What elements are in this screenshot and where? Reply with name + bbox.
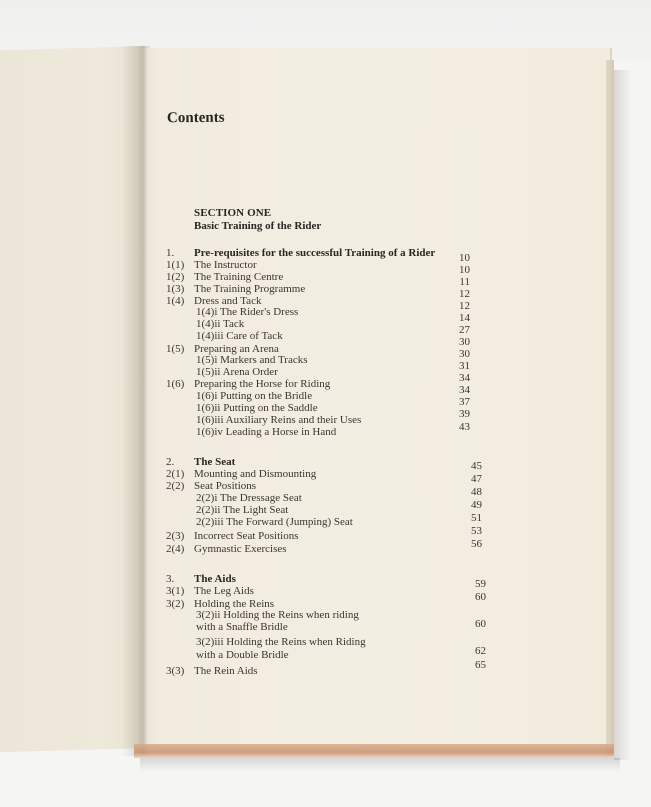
toc-entry-title: The Instructor: [194, 259, 257, 271]
toc-entry-number: 1(4): [166, 295, 185, 307]
toc-entry-number: 1(1): [166, 259, 185, 271]
page-number: 34: [459, 384, 470, 396]
page-number: 60: [475, 618, 486, 630]
page-number: 30: [459, 336, 470, 348]
page-number: 53: [471, 525, 482, 537]
toc-entry-title: with a Snaffle Bridle: [196, 621, 288, 633]
toc-entry-number: 2(1): [166, 468, 185, 480]
page-number: 37: [459, 396, 470, 408]
toc-entry-number: 3(1): [166, 585, 185, 597]
toc-entry-title: 1(4)ii Tack: [196, 318, 245, 330]
toc-entry-number: 2(3): [166, 530, 185, 542]
toc-entry-title: The Training Centre: [194, 271, 284, 283]
page-number: 12: [459, 300, 470, 312]
toc-entry-number: 3(2): [166, 598, 185, 610]
page-number: 10: [459, 264, 470, 276]
toc-entry-title: 1(6)iii Auxiliary Reins and their Uses: [196, 414, 362, 426]
page-number: 14: [459, 312, 470, 324]
toc-entry-title: The Rein Aids: [194, 665, 258, 677]
toc-entry-number: 2(2): [166, 480, 185, 492]
page-number: 11: [459, 276, 470, 288]
toc-entry-number: 1.: [166, 247, 175, 259]
page-title: Contents: [166, 109, 225, 127]
page-number: 65: [475, 659, 486, 671]
section-subheading: Basic Training of the Rider: [194, 220, 322, 232]
toc-entry-title: 1(6)i Putting on the Bridle: [196, 390, 313, 402]
toc-entry-title: Holding the Reins: [194, 598, 275, 610]
toc-entry-title: 1(4)i The Rider's Dress: [196, 306, 299, 318]
page-number: 51: [471, 512, 482, 524]
page-number: 10: [459, 252, 470, 264]
page-number: 34: [459, 372, 470, 384]
page-number: 62: [475, 645, 486, 657]
toc-entry-title: 1(4)iii Care of Tack: [196, 330, 283, 342]
toc-entry-title: The Training Programme: [194, 283, 306, 295]
toc-entry-title: 3(2)iii Holding the Reins when Riding: [196, 636, 366, 648]
toc-entry-title: 1(6)iv Leading a Horse in Hand: [196, 426, 337, 438]
toc-entry-title: Seat Positions: [194, 480, 257, 492]
page-number: 43: [459, 421, 470, 433]
book-shadow-bottom: [140, 758, 620, 772]
toc-entry-title: 1(5)ii Arena Order: [196, 366, 278, 378]
page-number: 27: [459, 324, 470, 336]
toc-entry-title: 2(2)i The Dressage Seat: [196, 492, 302, 504]
toc-entry-title: Dress and Tack: [194, 295, 262, 307]
page-number: 60: [475, 591, 486, 603]
section-heading: SECTION ONE: [194, 207, 272, 219]
book-shadow: [614, 70, 632, 760]
toc-entry-title: Incorrect Seat Positions: [194, 530, 299, 542]
toc-entry-number: 1(5): [166, 343, 185, 355]
toc-entry-title: 1(5)i Markers and Tracks: [196, 354, 308, 366]
toc-entry-title: 2(2)ii The Light Seat: [196, 504, 289, 516]
toc-entry-title: Preparing the Horse for Riding: [194, 378, 331, 390]
toc-entry-title: The Seat: [194, 456, 236, 468]
page-number: 30: [459, 348, 470, 360]
toc-entry-title: with a Double Bridle: [196, 649, 289, 661]
page-number: 39: [459, 408, 470, 420]
page-number: 56: [471, 538, 482, 550]
toc-entry-title: Mounting and Dismounting: [194, 468, 317, 480]
page-bottom-edge: [134, 744, 614, 758]
toc-entry-number: 1(6): [166, 378, 185, 390]
page-number: 47: [471, 473, 482, 485]
page-number: 31: [459, 360, 470, 372]
toc-entry-title: 2(2)iii The Forward (Jumping) Seat: [196, 516, 353, 528]
toc-entry-number: 2(4): [166, 543, 185, 555]
page-edge: [606, 60, 614, 756]
toc-entry-number: 3.: [166, 573, 175, 585]
page-number: 49: [471, 499, 482, 511]
toc-entry-title: Preparing an Arena: [194, 343, 279, 355]
toc-entry-number: 3(3): [166, 665, 185, 677]
page-number: 12: [459, 288, 470, 300]
toc-entry-title: Pre-requisites for the successful Training of a Rider: [194, 247, 436, 259]
toc-entry-title: The Aids: [194, 573, 236, 585]
book-gutter: [122, 46, 148, 756]
page-number: 45: [471, 460, 482, 472]
toc-entry-title: 3(2)ii Holding the Reins when riding: [196, 609, 359, 621]
toc-entry-number: 1(3): [166, 283, 185, 295]
page-number: 48: [471, 486, 482, 498]
toc-entry-title: 1(6)ii Putting on the Saddle: [196, 402, 318, 414]
toc-entry-number: 1(2): [166, 271, 185, 283]
toc-entry-title: Gymnastic Exercises: [194, 543, 287, 555]
toc-entry-title: The Leg Aids: [194, 585, 254, 597]
toc-entry-number: 2.: [166, 456, 175, 468]
page-number: 59: [475, 578, 486, 590]
